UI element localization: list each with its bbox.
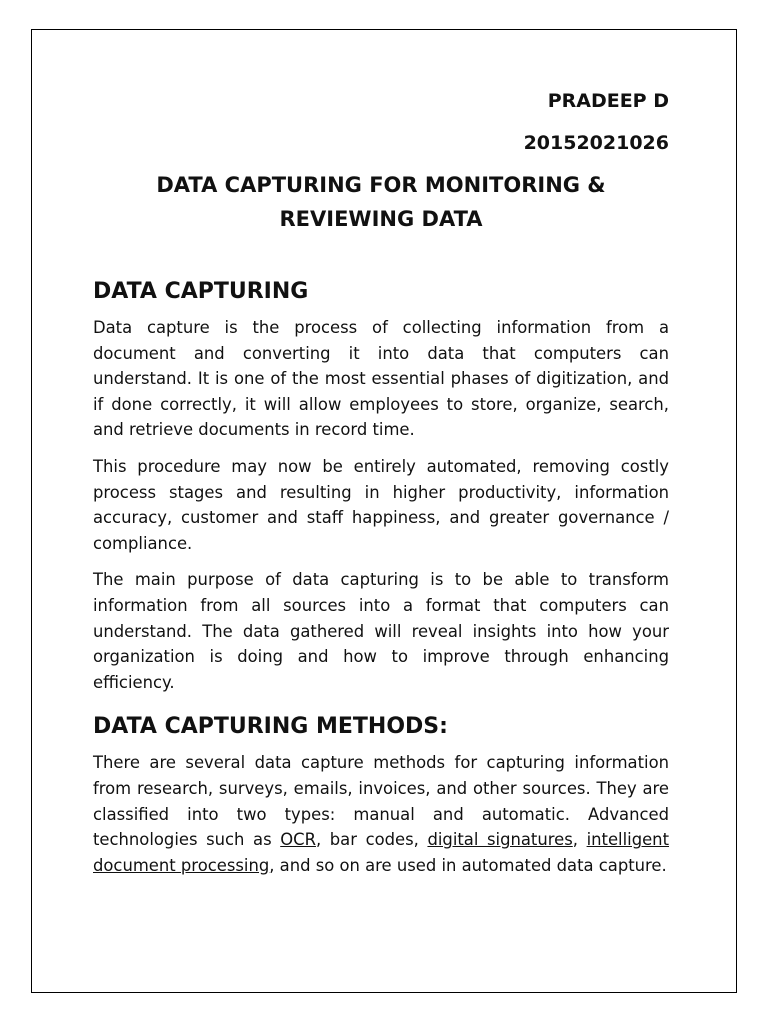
author-id: 20152021026 xyxy=(523,132,669,154)
methods-text-part2: , bar codes, xyxy=(315,830,428,850)
methods-text-part3: , xyxy=(572,830,587,850)
paragraph-automation: This procedure may now be entirely automated, removing costly process stages and resulting in higher productivity, information accuracy, customer and staff happiness, and greater governance / compliance. xyxy=(93,456,669,553)
paragraph-methods xyxy=(93,750,669,878)
methods-text-part1: There are several data capture methods for capturing information from research, surveys, emails, invoices, and other sources. They are classified into two types: manual and automatic. Advanced technologies such as xyxy=(93,753,669,850)
paragraph-purpose: The main purpose of data capturing is to be able to transform information from all sources into a format that computers can understand. The data gathered will reveal insights into how your organization is doing and how to improve through enhancing efficiency. xyxy=(93,570,669,692)
methods-text-part4: , and so on are used in automated data capture. xyxy=(269,855,667,875)
section-heading-methods: DATA CAPTURING METHODS: xyxy=(93,714,448,740)
ocr-link[interactable]: OCR xyxy=(280,830,316,850)
digital-signatures-link[interactable]: digital signatures xyxy=(427,830,573,850)
document-title: DATA CAPTURING FOR MONITORING & REVIEWING DATA xyxy=(156,173,606,231)
document-content xyxy=(93,88,669,878)
paragraph-definition: Data capture is the process of collecting information from a document and converting it into data that computers can understand. It is one of the most essential phases of digitization, and if done correctly, it will allow employees to store, organize, search, and retrieve documents in record time. xyxy=(93,318,669,440)
section-heading-data-capturing: DATA CAPTURING xyxy=(93,279,309,304)
intelligent-document-processing-link[interactable]: intelligent document processing xyxy=(93,830,669,875)
author-name: PRADEEP D xyxy=(547,90,669,112)
